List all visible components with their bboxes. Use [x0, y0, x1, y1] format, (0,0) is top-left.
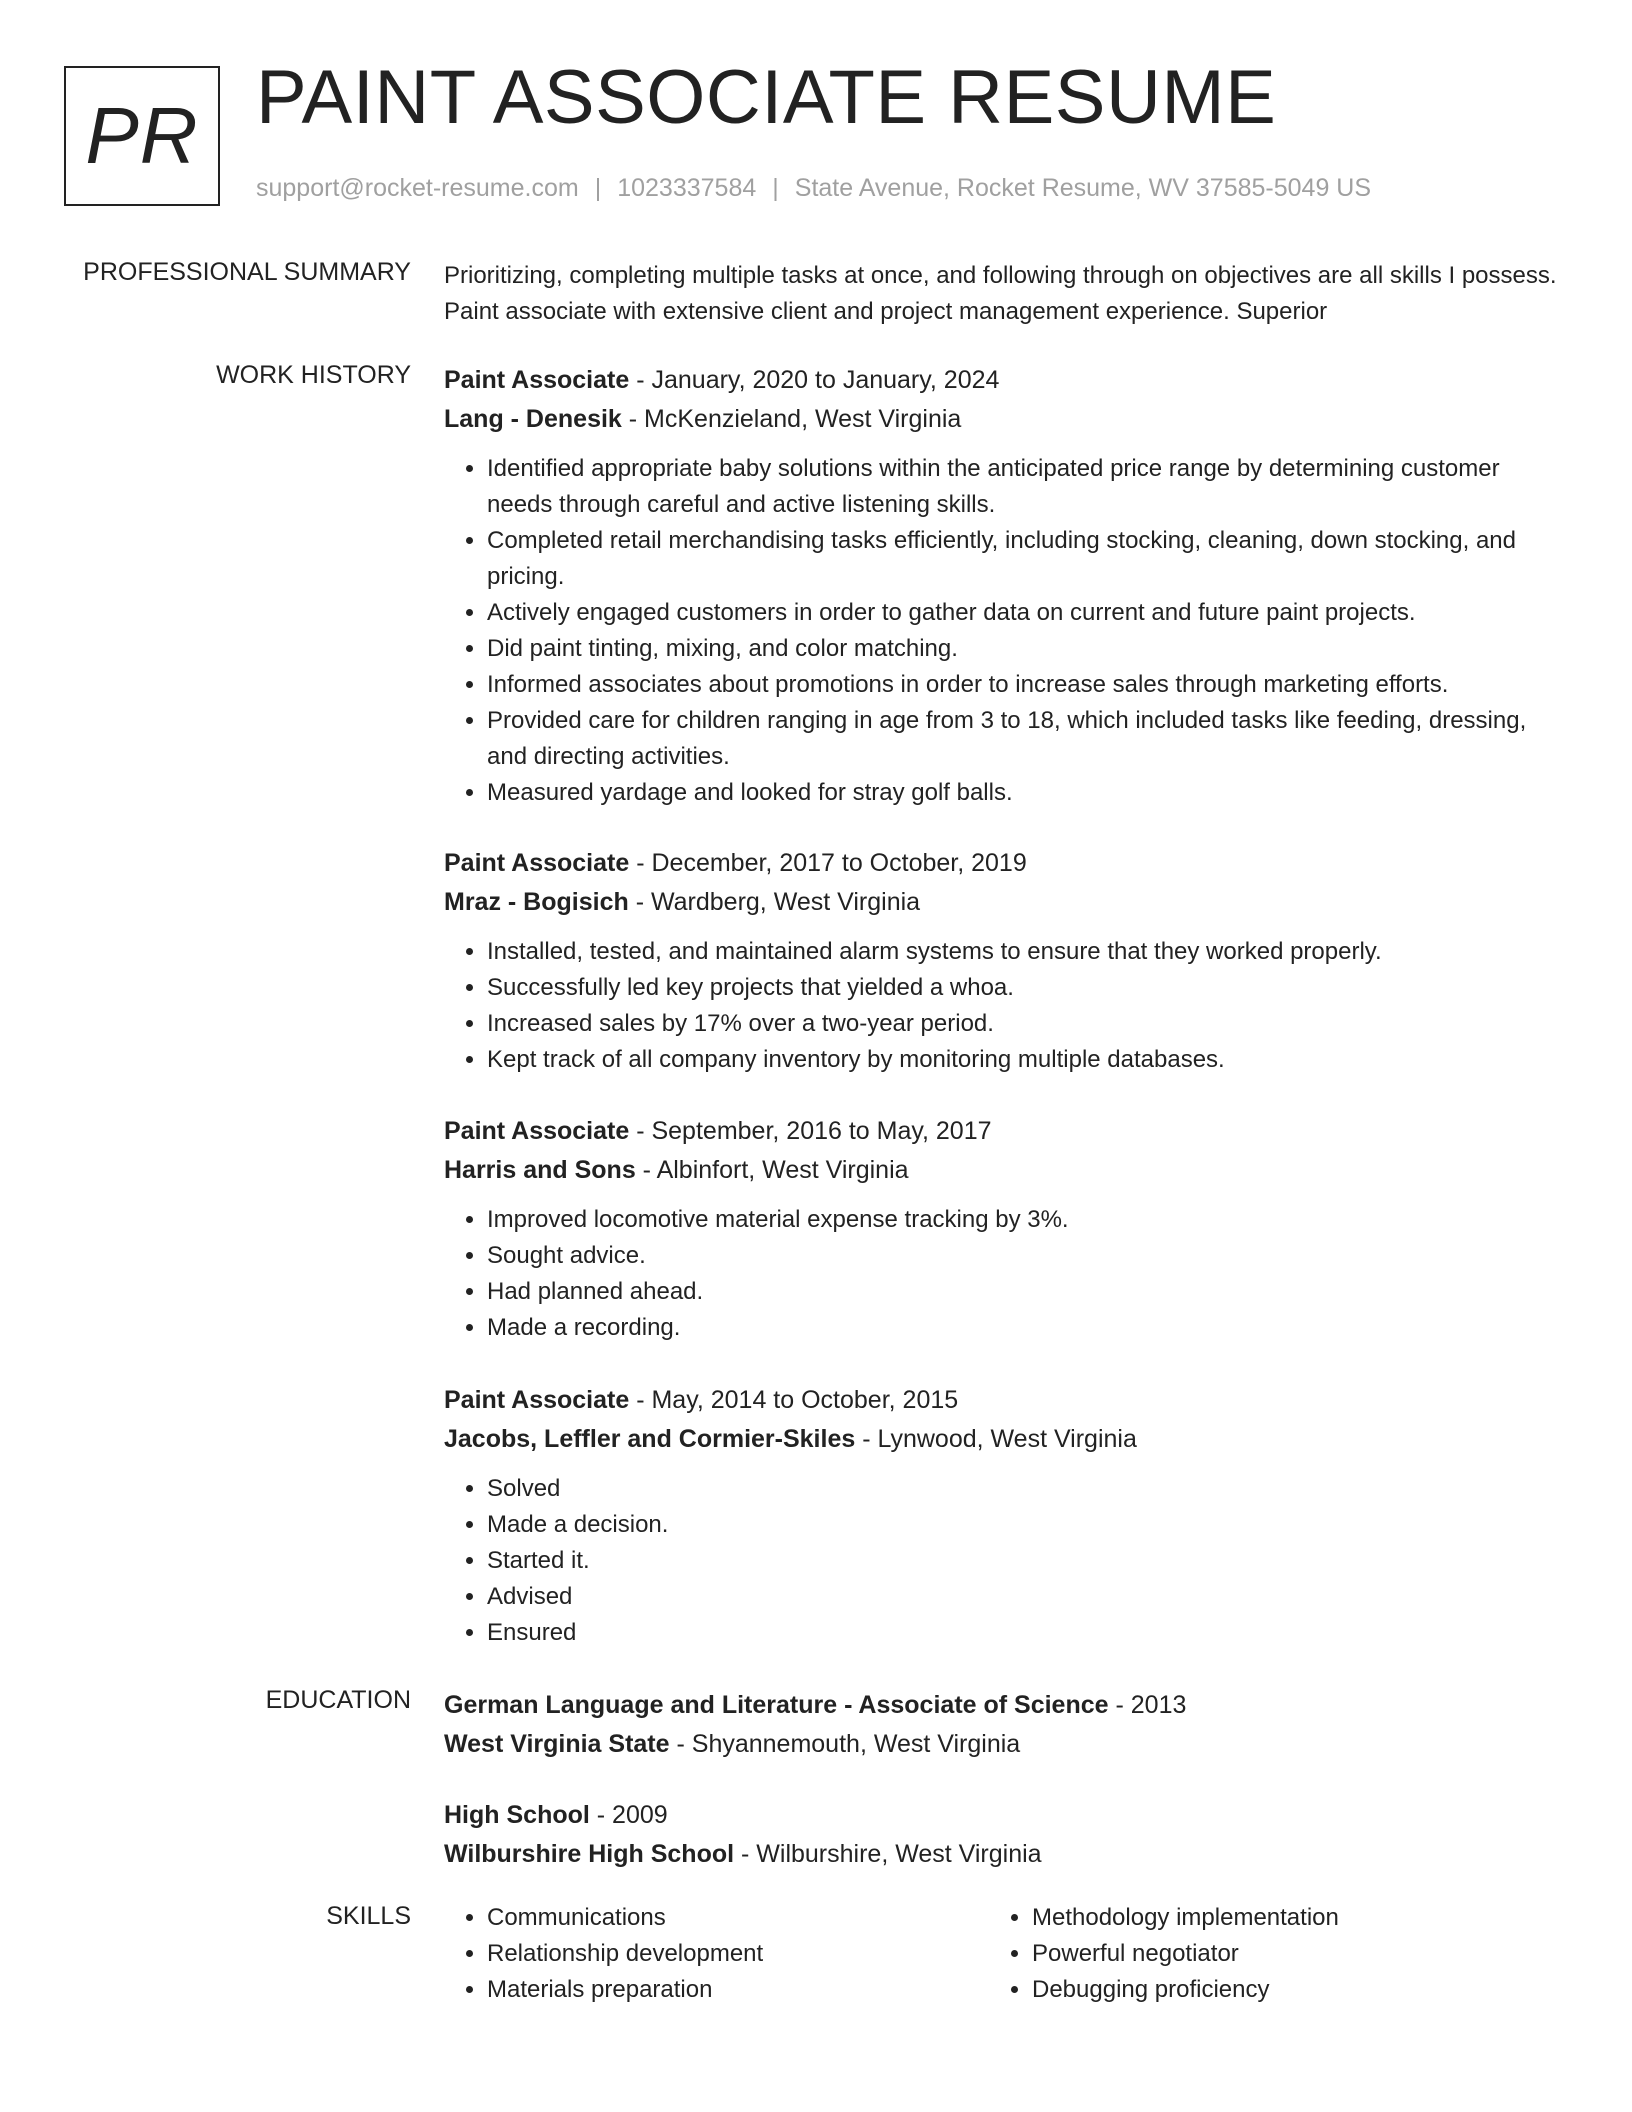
education-school-line — [444, 1725, 1564, 1764]
list-item: • Made a recording. — [487, 1310, 1564, 1346]
education-degree-line — [444, 1686, 1564, 1725]
list-item: • Started it. — [487, 1543, 1564, 1579]
skill-item: • Powerful negotiator — [1032, 1936, 1534, 1972]
job-company-line — [444, 1151, 1564, 1190]
job-entry — [444, 361, 1564, 811]
skill-item: • Relationship development — [487, 1936, 989, 1972]
education-school-line — [444, 1835, 1564, 1874]
list-item: • Increased sales by 17% over a two-year period. — [487, 1006, 1564, 1042]
job-company-line — [444, 883, 1564, 922]
contact-separator: | — [594, 174, 602, 202]
job-title: Paint Associate — [444, 1117, 630, 1145]
list-item: • Actively engaged customers in order to gather data on current and future paint projects. — [487, 595, 1564, 631]
list-item: • Completed retail merchandising tasks efficiently, including stocking, cleaning, down stocking, and pricing. — [487, 523, 1564, 595]
job-title-line — [444, 844, 1564, 883]
job-company: Harris and Sons — [444, 1156, 636, 1184]
list-item: • Improved locomotive material expense tracking by 3%. — [487, 1202, 1564, 1238]
job-company-line — [444, 400, 1564, 439]
job-location: - Wardberg, West Virginia — [628, 888, 921, 916]
job-location: - McKenzieland, West Virginia — [621, 405, 962, 433]
job-dates: - May, 2014 to October, 2015 — [629, 1386, 959, 1414]
job-company-line — [444, 1420, 1564, 1459]
job-location: - Albinfort, West Virginia — [635, 1156, 909, 1184]
list-item: • Provided care for children ranging in age from 3 to 18, which included tasks like feeding, dressing, and directing activities. — [487, 703, 1564, 775]
list-item: • Informed associates about promotions in order to increase sales through marketing efforts. — [487, 667, 1564, 703]
skill-item: • Materials preparation — [487, 1972, 989, 2008]
list-item: • Ensured — [487, 1615, 1564, 1651]
contact-email: support@rocket-resume.com — [256, 174, 579, 202]
education-year: - 2013 — [1108, 1691, 1187, 1719]
job-dates: - September, 2016 to May, 2017 — [629, 1117, 992, 1145]
skill-item: • Communications — [487, 1900, 989, 1936]
job-title: Paint Associate — [444, 849, 630, 877]
list-item: • Successfully led key projects that yielded a whoa. — [487, 970, 1564, 1006]
job-dates: - December, 2017 to October, 2019 — [629, 849, 1027, 877]
education-school: Wilburshire High School — [444, 1840, 735, 1868]
education-heading: EDUCATION — [265, 1686, 411, 1714]
skill-item: • Debugging proficiency — [1032, 1972, 1534, 2008]
skills-section — [444, 1900, 1564, 2008]
job-title-line — [444, 1112, 1564, 1151]
job-title: Paint Associate — [444, 366, 630, 394]
job-location: - Lynwood, West Virginia — [855, 1425, 1137, 1453]
list-item: • Sought advice. — [487, 1238, 1564, 1274]
skills-heading: SKILLS — [326, 1902, 411, 1930]
education-school: West Virginia State — [444, 1730, 670, 1758]
list-item: • Installed, tested, and maintained alarm systems to ensure that they worked properly. — [487, 934, 1564, 970]
job-entry — [444, 844, 1564, 1078]
job-dates: - January, 2020 to January, 2024 — [629, 366, 1000, 394]
education-degree-line — [444, 1796, 1564, 1835]
education-degree: German Language and Literature - Associate of Science — [444, 1691, 1109, 1719]
list-item: • Identified appropriate baby solutions within the anticipated price range by determining customer needs through careful and active listening skills. — [487, 451, 1564, 523]
list-item: • Advised — [487, 1579, 1564, 1615]
summary-text: Prioritizing, completing multiple tasks at once, and following through on objectives are all skills I possess. Paint associate with extensive client and project management experience. Superior — [444, 262, 1557, 325]
job-title-line — [444, 361, 1564, 400]
list-item: • Kept track of all company inventory by monitoring multiple databases. — [487, 1042, 1564, 1078]
list-item: • Made a decision. — [487, 1507, 1564, 1543]
summary-section — [444, 258, 1564, 330]
skills-column-left — [444, 1900, 989, 2008]
job-bullets — [444, 1202, 1564, 1346]
job-company: Lang - Denesik — [444, 405, 622, 433]
job-bullets — [444, 934, 1564, 1078]
job-company: Jacobs, Leffler and Cormier-Skiles — [444, 1425, 856, 1453]
education-location: - Wilburshire, West Virginia — [734, 1840, 1042, 1868]
job-entry — [444, 1381, 1564, 1651]
education-degree: High School — [444, 1801, 590, 1829]
job-bullets — [444, 451, 1564, 811]
list-item: • Measured yardage and looked for stray golf balls. — [487, 775, 1564, 811]
list-item: • Did paint tinting, mixing, and color matching. — [487, 631, 1564, 667]
list-item: • Solved — [487, 1471, 1564, 1507]
work-history-heading: WORK HISTORY — [216, 361, 411, 389]
contact-line — [256, 174, 1371, 203]
job-title: Paint Associate — [444, 1386, 630, 1414]
contact-separator: | — [772, 174, 779, 202]
job-entry — [444, 1112, 1564, 1346]
contact-phone: 1023337584 — [617, 174, 757, 202]
skill-item: • Methodology implementation — [1032, 1900, 1534, 1936]
job-title-line — [444, 1381, 1564, 1420]
skills-grid — [444, 1900, 1564, 2008]
education-entry — [444, 1686, 1564, 1764]
job-bullets — [444, 1471, 1564, 1651]
skills-column-right — [989, 1900, 1534, 2008]
list-item: • Had planned ahead. — [487, 1274, 1564, 1310]
summary-heading: PROFESSIONAL SUMMARY — [83, 258, 411, 286]
job-company: Mraz - Bogisich — [444, 888, 629, 916]
education-location: - Shyannemouth, West Virginia — [669, 1730, 1021, 1758]
education-year: - 2009 — [589, 1801, 668, 1829]
resume-title: PAINT ASSOCIATE RESUME — [256, 55, 1277, 140]
monogram-badge: PR — [64, 66, 220, 206]
contact-address: State Avenue, Rocket Resume, WV 37585-5049 US — [794, 174, 1372, 202]
education-entry — [444, 1796, 1564, 1874]
